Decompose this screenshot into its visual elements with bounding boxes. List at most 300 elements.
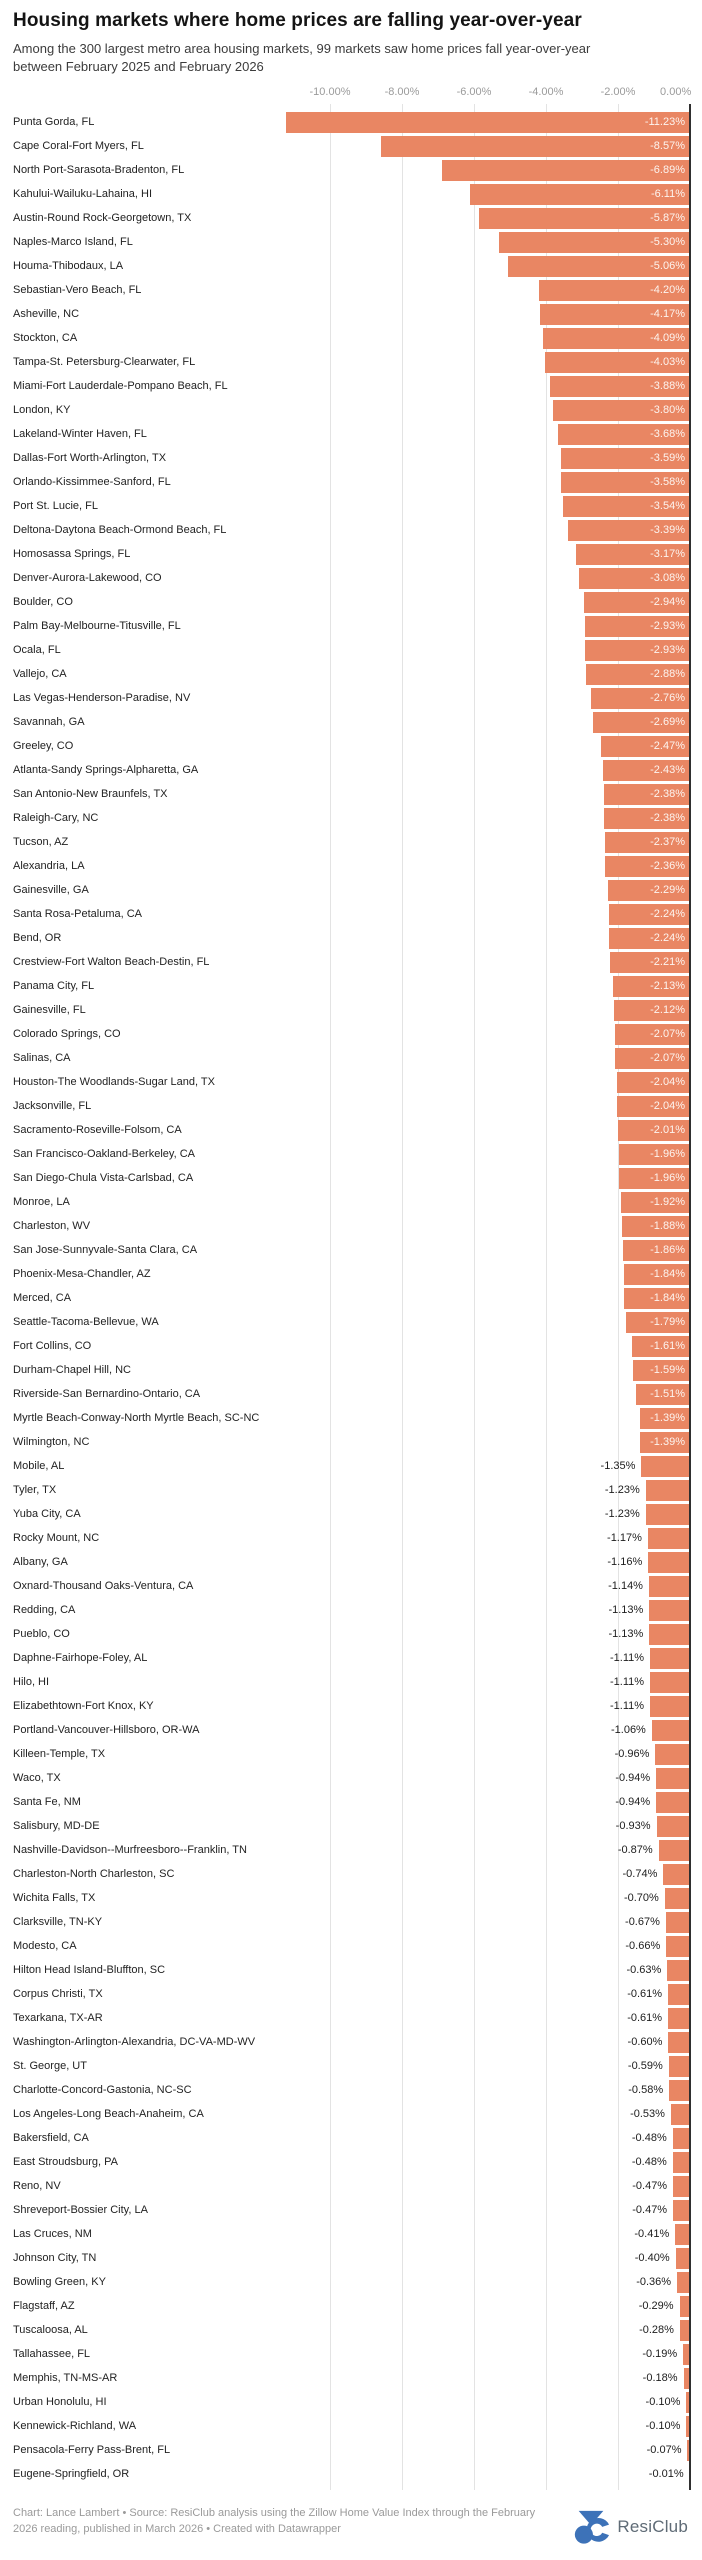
value-label: -0.01% <box>648 2468 684 2480</box>
market-label: Miami-Fort Lauderdale-Pompano Beach, FL <box>13 380 228 392</box>
market-label: Tucson, AZ <box>13 836 69 848</box>
bar-row <box>0 398 702 422</box>
value-label: -1.35% <box>600 1460 636 1472</box>
value-label: -1.14% <box>608 1580 643 1592</box>
bar-row <box>0 998 702 1022</box>
bar[interactable] <box>663 1864 690 1885</box>
bar-row <box>0 1214 702 1238</box>
value-label: -1.23% <box>604 1508 640 1520</box>
bar[interactable] <box>676 2248 690 2269</box>
bar-row <box>0 2006 702 2030</box>
value-label: -1.39% <box>650 1412 685 1424</box>
value-label: -1.51% <box>650 1388 685 1400</box>
market-label: Merced, CA <box>13 1292 72 1304</box>
market-label: Boulder, CO <box>13 596 73 608</box>
bar[interactable] <box>649 1624 690 1645</box>
bar-row <box>0 686 702 710</box>
market-label: Sacramento-Roseville-Folsom, CA <box>13 1124 182 1136</box>
market-label: Phoenix-Mesa-Chandler, AZ <box>13 1268 151 1280</box>
value-label: -0.94% <box>615 1796 651 1808</box>
market-label: Panama City, FL <box>13 980 95 992</box>
value-label: -5.06% <box>650 260 685 272</box>
bar-row <box>0 1094 702 1118</box>
market-label: Tampa-St. Petersburg-Clearwater, FL <box>13 356 196 368</box>
bar-row <box>0 1262 702 1286</box>
bar[interactable] <box>668 1984 690 2005</box>
market-label: Dallas-Fort Worth-Arlington, TX <box>13 452 167 464</box>
value-label: -3.54% <box>650 500 685 512</box>
value-label: -0.96% <box>614 1748 650 1760</box>
bar-row <box>0 446 702 470</box>
bar-row <box>0 1526 702 1550</box>
bar-row <box>0 1574 702 1598</box>
market-label: Durham-Chapel Hill, NC <box>13 1364 131 1376</box>
bar-row <box>0 830 702 854</box>
bar-row <box>0 494 702 518</box>
bar-row <box>0 926 702 950</box>
bar-row <box>0 1382 702 1406</box>
bar[interactable] <box>641 1456 690 1477</box>
value-label: -0.10% <box>645 2396 681 2408</box>
value-label: -0.87% <box>617 1844 653 1856</box>
bar-row <box>0 1022 702 1046</box>
market-label: Yuba City, CA <box>13 1508 81 1520</box>
market-label: Seattle-Tacoma-Bellevue, WA <box>13 1316 159 1328</box>
bar-row <box>0 902 702 926</box>
market-label: Santa Rosa-Petaluma, CA <box>13 908 143 920</box>
value-label: -1.84% <box>650 1292 685 1304</box>
value-label: -2.07% <box>650 1028 685 1040</box>
bar-row <box>0 1406 702 1430</box>
bar-row <box>0 2318 702 2342</box>
market-label: Tuscaloosa, AL <box>13 2324 88 2336</box>
bar[interactable] <box>669 2080 690 2101</box>
resiclub-logo-icon <box>572 2508 610 2546</box>
market-label: Memphis, TN-MS-AR <box>13 2372 118 2384</box>
value-label: -1.92% <box>650 1196 685 1208</box>
bar-row <box>0 1694 702 1718</box>
value-label: -5.30% <box>650 236 685 248</box>
market-label: Charlotte-Concord-Gastonia, NC-SC <box>13 2084 192 2096</box>
market-label: London, KY <box>13 404 71 416</box>
bar-row <box>0 350 702 374</box>
market-label: Monroe, LA <box>13 1196 70 1208</box>
value-label: -3.08% <box>650 572 685 584</box>
value-label: -3.68% <box>650 428 685 440</box>
value-label: -0.47% <box>632 2180 668 2192</box>
bar[interactable] <box>669 2056 690 2077</box>
bar-row <box>0 374 702 398</box>
bar[interactable] <box>656 1768 690 1789</box>
bar-row <box>0 2102 702 2126</box>
market-label: Salisbury, MD-DE <box>13 1820 100 1832</box>
market-label: Vallejo, CA <box>13 668 67 680</box>
value-label: -2.94% <box>650 596 685 608</box>
market-label: Bowling Green, KY <box>13 2276 106 2288</box>
bar-row <box>0 1550 702 1574</box>
market-label: San Francisco-Oakland-Berkeley, CA <box>13 1148 195 1160</box>
value-label: -3.58% <box>650 476 685 488</box>
value-label: -4.17% <box>650 308 685 320</box>
market-label: Rocky Mount, NC <box>13 1532 100 1544</box>
bar-row <box>0 1238 702 1262</box>
market-label: Santa Fe, NM <box>13 1796 81 1808</box>
value-label: -2.69% <box>650 716 685 728</box>
market-label: North Port-Sarasota-Bradenton, FL <box>13 164 185 176</box>
bar-row <box>0 2222 702 2246</box>
market-label: Las Cruces, NM <box>13 2228 92 2240</box>
market-label: Port St. Lucie, FL <box>13 500 98 512</box>
bar-row <box>0 1742 702 1766</box>
bar-row <box>0 1070 702 1094</box>
bar-row <box>0 1334 702 1358</box>
value-label: -1.86% <box>650 1244 685 1256</box>
bar[interactable] <box>656 1792 690 1813</box>
bar-row <box>0 878 702 902</box>
chart-subtitle: Among the 300 largest metro area housing markets, 99 markets saw home prices fall year-over-year between February 2025 and February 2026 <box>13 41 591 74</box>
value-label: -1.88% <box>650 1220 685 1232</box>
market-label: Hilton Head Island-Bluffton, SC <box>13 1964 166 1976</box>
value-label: -2.36% <box>650 860 685 872</box>
bar-row <box>0 1478 702 1502</box>
value-label: -4.03% <box>650 356 685 368</box>
bar-row <box>0 2294 702 2318</box>
value-label: -1.96% <box>650 1148 685 1160</box>
bar-row <box>0 2174 702 2198</box>
bar-row <box>0 2414 702 2438</box>
value-label: -0.07% <box>646 2444 682 2456</box>
value-label: -1.96% <box>650 1172 685 1184</box>
market-label: Raleigh-Cary, NC <box>13 812 99 824</box>
market-label: Orlando-Kissimmee-Sanford, FL <box>13 476 171 488</box>
bar[interactable] <box>666 1912 690 1933</box>
market-label: Portland-Vancouver-Hillsboro, OR-WA <box>13 1724 200 1736</box>
value-label: -0.53% <box>630 2108 665 2120</box>
value-label: -2.13% <box>650 980 685 992</box>
market-label: Daphne-Fairhope-Foley, AL <box>13 1652 148 1664</box>
value-label: -2.76% <box>650 692 685 704</box>
market-label: Clarksville, TN-KY <box>13 1916 103 1928</box>
value-label: -2.24% <box>650 908 685 920</box>
bar-row <box>0 2078 702 2102</box>
zero-axis-line <box>689 104 691 2490</box>
market-label: Urban Honolulu, HI <box>13 2396 107 2408</box>
value-label: -2.24% <box>650 932 685 944</box>
market-label: Naples-Marco Island, FL <box>13 236 133 248</box>
bar-row <box>0 1862 702 1886</box>
value-label: -2.04% <box>650 1100 685 1112</box>
market-label: Asheville, NC <box>13 308 80 320</box>
market-label: Wilmington, NC <box>13 1436 90 1448</box>
value-label: -2.37% <box>650 836 685 848</box>
bar-row <box>0 1886 702 1910</box>
market-label: Flagstaff, AZ <box>13 2300 75 2312</box>
bar[interactable] <box>648 1528 690 1549</box>
value-label: -2.93% <box>650 620 685 632</box>
market-label: Reno, NV <box>13 2180 61 2192</box>
market-label: Palm Bay-Melbourne-Titusville, FL <box>13 620 181 632</box>
bar[interactable] <box>646 1480 690 1501</box>
value-label: -0.74% <box>622 1868 658 1880</box>
bar[interactable] <box>648 1552 690 1573</box>
value-label: -1.16% <box>607 1556 643 1568</box>
market-label: Cape Coral-Fort Myers, FL <box>13 140 144 152</box>
bar-row <box>0 1766 702 1790</box>
value-label: -0.61% <box>627 2012 663 2024</box>
value-label: -0.63% <box>626 1964 662 1976</box>
value-label: -2.38% <box>650 788 685 800</box>
market-label: Riverside-San Bernardino-Ontario, CA <box>13 1388 201 1400</box>
bar-row <box>0 326 702 350</box>
bar-row <box>0 1982 702 2006</box>
value-label: -2.93% <box>650 644 685 656</box>
bar-row <box>0 1958 702 1982</box>
market-label: Denver-Aurora-Lakewood, CO <box>13 572 162 584</box>
bar-row <box>0 2030 702 2054</box>
bar-row <box>0 1142 702 1166</box>
market-label: Charleston, WV <box>13 1220 91 1232</box>
bar-row <box>0 1166 702 1190</box>
bar[interactable] <box>652 1720 690 1741</box>
value-label: -1.11% <box>610 1652 645 1664</box>
value-label: -0.48% <box>631 2156 667 2168</box>
market-label: Tyler, TX <box>13 1484 57 1496</box>
bar-row <box>0 1598 702 1622</box>
value-label: -1.06% <box>610 1724 646 1736</box>
market-label: Charleston-North Charleston, SC <box>13 1868 175 1880</box>
value-label: -6.11% <box>650 188 685 200</box>
bar-row <box>0 734 702 758</box>
value-label: -5.87% <box>650 212 685 224</box>
market-label: Bend, OR <box>13 932 62 944</box>
value-label: -2.29% <box>650 884 685 896</box>
bar-row <box>0 2054 702 2078</box>
value-label: -0.66% <box>625 1940 661 1952</box>
bar-row <box>0 542 702 566</box>
value-label: -0.10% <box>645 2420 681 2432</box>
market-label: Elizabethtown-Fort Knox, KY <box>13 1700 154 1712</box>
value-label: -2.01% <box>650 1124 685 1136</box>
bar-row <box>0 2462 702 2486</box>
value-label: -0.93% <box>615 1820 651 1832</box>
market-label: Pensacola-Ferry Pass-Brent, FL <box>13 2444 171 2456</box>
value-label: -1.11% <box>610 1700 645 1712</box>
market-label: Modesto, CA <box>13 1940 77 1952</box>
bar[interactable] <box>646 1504 690 1525</box>
bar-row <box>0 566 702 590</box>
market-label: Salinas, CA <box>13 1052 71 1064</box>
value-label: -3.59% <box>650 452 685 464</box>
market-label: Deltona-Daytona Beach-Ormond Beach, FL <box>13 524 227 536</box>
market-label: Hilo, HI <box>13 1676 50 1688</box>
market-label: East Stroudsburg, PA <box>13 2156 118 2168</box>
market-label: Kahului-Wailuku-Lahaina, HI <box>13 188 152 200</box>
market-label: Kennewick-Richland, WA <box>13 2420 137 2432</box>
market-label: San Antonio-New Braunfels, TX <box>13 788 168 800</box>
value-label: -0.60% <box>627 2036 663 2048</box>
value-label: -2.21% <box>650 956 685 968</box>
market-label: Wichita Falls, TX <box>13 1892 96 1904</box>
value-label: -1.79% <box>650 1316 685 1328</box>
value-label: -0.48% <box>631 2132 667 2144</box>
value-label: -0.36% <box>636 2276 672 2288</box>
bar-row <box>0 1190 702 1214</box>
bar-row <box>0 1502 702 1526</box>
bar[interactable] <box>666 1936 690 1957</box>
market-label: Gainesville, GA <box>13 884 89 896</box>
value-label: -2.47% <box>650 740 685 752</box>
market-label: Eugene-Springfield, OR <box>13 2468 130 2480</box>
value-label: -0.28% <box>639 2324 674 2336</box>
value-label: -4.20% <box>650 284 685 296</box>
x-axis-tick-label: 0.00% <box>660 86 692 98</box>
bar[interactable] <box>673 2128 690 2149</box>
bar[interactable] <box>668 2032 690 2053</box>
value-label: -3.17% <box>650 548 685 560</box>
bar-row <box>0 974 702 998</box>
bar[interactable] <box>381 136 690 157</box>
bar[interactable] <box>659 1840 690 1861</box>
bar-row <box>0 614 702 638</box>
bar-row <box>0 950 702 974</box>
market-label: Atlanta-Sandy Springs-Alpharetta, GA <box>13 764 199 776</box>
source-credit: Chart: Lance Lambert • Source: ResiClub analysis using the Zillow Home Value Index through the February 2026 reading, published in March 2026 • Created with Datawrapper <box>13 2507 536 2535</box>
value-label: -0.94% <box>615 1772 651 1784</box>
bar-row <box>0 1670 702 1694</box>
market-label: Sebastian-Vero Beach, FL <box>13 284 142 296</box>
value-label: -1.11% <box>610 1676 645 1688</box>
x-axis-tick-label: -4.00% <box>528 86 564 98</box>
bar-row <box>0 182 702 206</box>
bar-row <box>0 590 702 614</box>
bar-row <box>0 2270 702 2294</box>
market-label: Houston-The Woodlands-Sugar Land, TX <box>13 1076 215 1088</box>
bar-row <box>0 110 702 134</box>
resiclub-logo-text: ResiClub <box>617 2517 688 2536</box>
bar-row <box>0 2390 702 2414</box>
value-label: -1.13% <box>608 1604 644 1616</box>
market-label: Austin-Round Rock-Georgetown, TX <box>13 212 192 224</box>
bar-row <box>0 638 702 662</box>
bar[interactable] <box>650 1672 690 1693</box>
value-label: -0.47% <box>632 2204 668 2216</box>
value-label: -1.84% <box>650 1268 685 1280</box>
bar[interactable] <box>657 1816 690 1837</box>
market-label: Killeen-Temple, TX <box>13 1748 106 1760</box>
value-label: -11.23% <box>644 116 685 128</box>
value-label: -1.13% <box>608 1628 644 1640</box>
bar-row <box>0 302 702 326</box>
market-label: Bakersfield, CA <box>13 2132 89 2144</box>
bar-row <box>0 2342 702 2366</box>
bar[interactable] <box>650 1696 690 1717</box>
value-label: -1.23% <box>604 1484 640 1496</box>
market-label: Washington-Arlington-Alexandria, DC-VA-MD-WV <box>13 2036 256 2048</box>
x-axis-tick-label: -8.00% <box>384 86 420 98</box>
market-label: Jacksonville, FL <box>13 1100 92 1112</box>
bar-row <box>0 2150 702 2174</box>
market-label: Homosassa Springs, FL <box>13 548 131 560</box>
bar[interactable] <box>668 2008 690 2029</box>
bar-row <box>0 758 702 782</box>
value-label: -0.58% <box>628 2084 664 2096</box>
value-label: -1.17% <box>607 1532 642 1544</box>
bar-row <box>0 2438 702 2462</box>
bar-row <box>0 2198 702 2222</box>
market-label: Lakeland-Winter Haven, FL <box>13 428 147 440</box>
value-label: -2.43% <box>650 764 685 776</box>
bar-row <box>0 1118 702 1142</box>
bar[interactable] <box>673 2152 690 2173</box>
market-label: Crestview-Fort Walton Beach-Destin, FL <box>13 956 210 968</box>
market-label: Redding, CA <box>13 1604 76 1616</box>
market-label: Punta Gorda, FL <box>13 116 95 128</box>
market-label: Greeley, CO <box>13 740 74 752</box>
x-axis-tick-label: -6.00% <box>456 86 492 98</box>
market-label: Stockton, CA <box>13 332 78 344</box>
market-label: Johnson City, TN <box>13 2252 97 2264</box>
bar[interactable] <box>671 2104 690 2125</box>
x-axis <box>0 86 702 102</box>
bar[interactable] <box>673 2176 690 2197</box>
value-label: -0.61% <box>627 1988 663 2000</box>
bar-row <box>0 2126 702 2150</box>
value-label: -3.80% <box>650 404 685 416</box>
bar-row <box>0 1286 702 1310</box>
market-label: St. George, UT <box>13 2060 87 2072</box>
bar-row <box>0 1718 702 1742</box>
market-label: Waco, TX <box>13 1772 61 1784</box>
bar[interactable] <box>650 1648 690 1669</box>
value-label: -3.88% <box>650 380 685 392</box>
value-label: -2.04% <box>650 1076 685 1088</box>
bar-row <box>0 662 702 686</box>
bar[interactable] <box>667 1960 690 1981</box>
value-label: -2.38% <box>650 812 685 824</box>
market-label: Oxnard-Thousand Oaks-Ventura, CA <box>13 1580 194 1592</box>
bar[interactable] <box>649 1600 690 1621</box>
bar-row <box>0 1310 702 1334</box>
bar-row <box>0 422 702 446</box>
market-label: Myrtle Beach-Conway-North Myrtle Beach, SC-NC <box>13 1412 260 1424</box>
bar[interactable] <box>286 112 690 133</box>
bar-row <box>0 518 702 542</box>
value-label: -6.89% <box>650 164 685 176</box>
bar-row <box>0 278 702 302</box>
value-label: -0.67% <box>625 1916 660 1928</box>
bar[interactable] <box>655 1744 690 1765</box>
bar-row <box>0 230 702 254</box>
bar-row <box>0 2366 702 2390</box>
x-axis-tick-label: -2.00% <box>600 86 636 98</box>
x-axis-tick-label: -10.00% <box>309 86 351 98</box>
bar[interactable] <box>649 1576 690 1597</box>
bar-row <box>0 806 702 830</box>
value-label: -1.39% <box>650 1436 685 1448</box>
market-label: Gainesville, FL <box>13 1004 86 1016</box>
bar[interactable] <box>673 2200 690 2221</box>
bar[interactable] <box>675 2224 690 2245</box>
market-label: Albany, GA <box>13 1556 68 1568</box>
bar[interactable] <box>665 1888 690 1909</box>
market-label: Las Vegas-Henderson-Paradise, NV <box>13 692 191 704</box>
value-label: -2.88% <box>650 668 685 680</box>
bar-row <box>0 134 702 158</box>
value-label: -1.61% <box>650 1340 685 1352</box>
bar-row <box>0 2246 702 2270</box>
market-label: Shreveport-Bossier City, LA <box>13 2204 148 2216</box>
bar-row <box>0 854 702 878</box>
